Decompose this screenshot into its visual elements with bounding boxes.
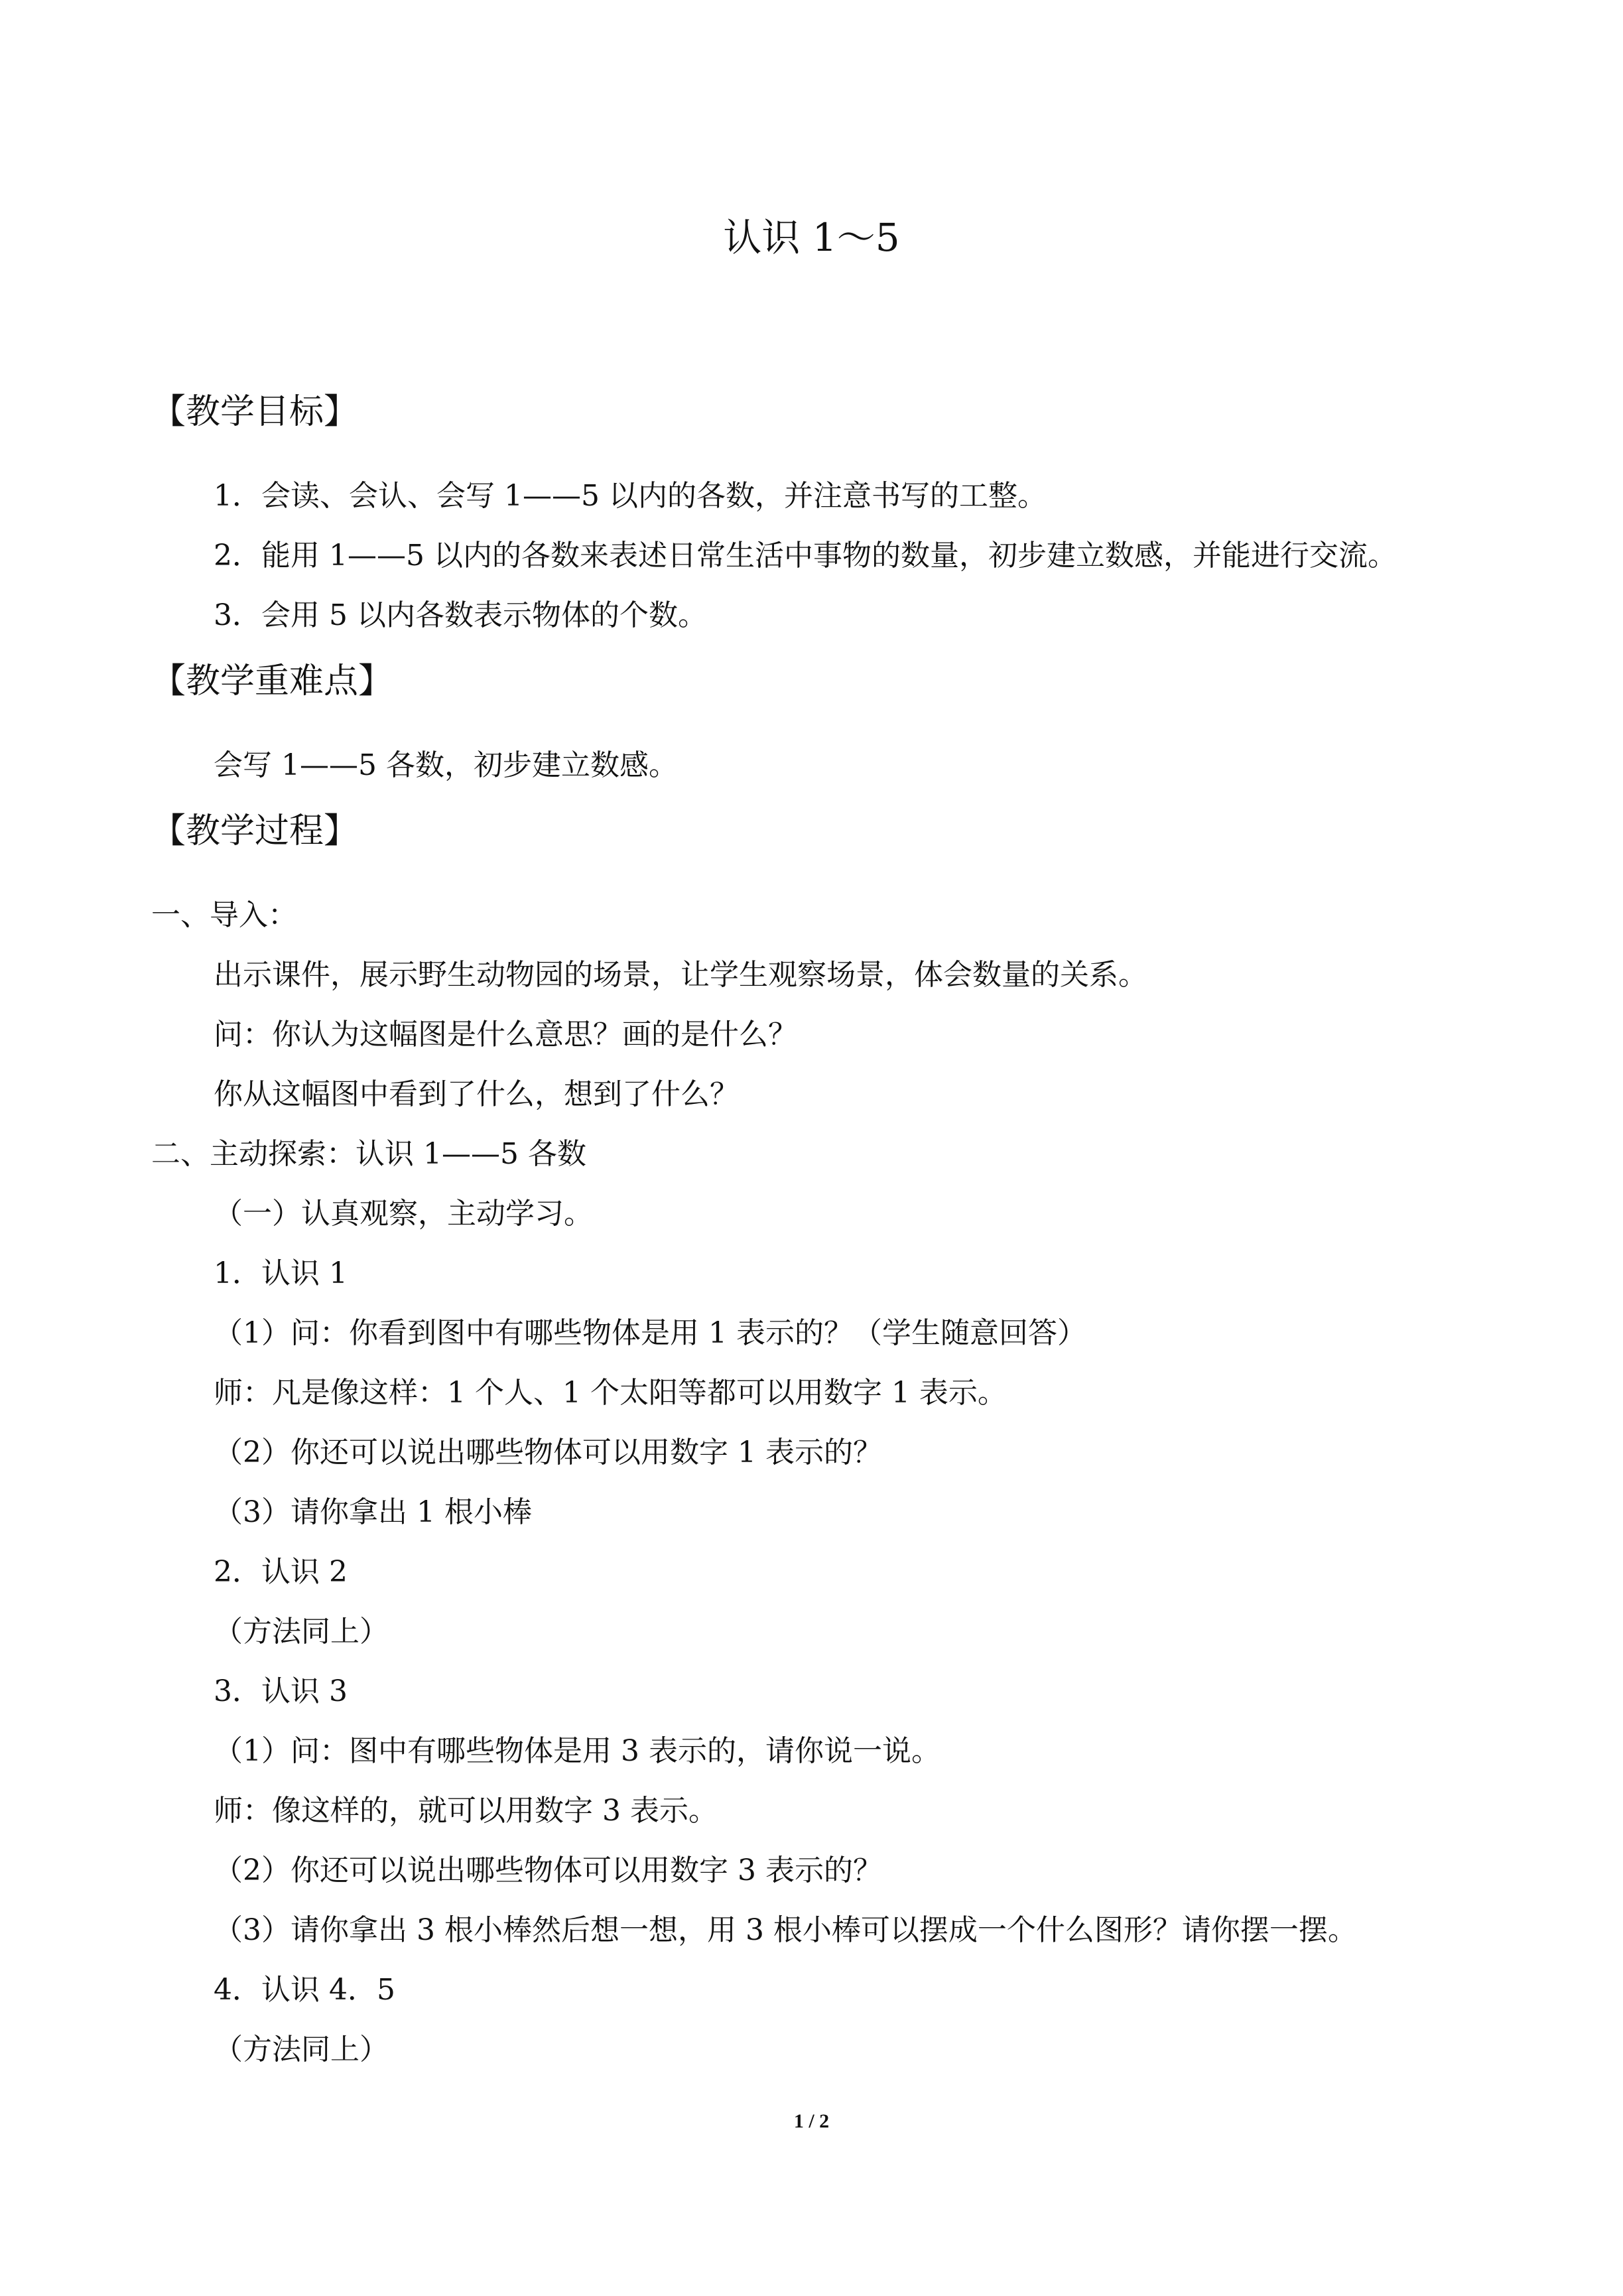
process-line-9: 师：凡是像这样：1 个人、1 个太阳等都可以用数字 1 表示。	[214, 1376, 1007, 1410]
process-line-18: （3）请你拿出 3 根小棒然后想一想，用 3 根小棒可以摆成一个什么图形？请你摆一摆。	[214, 1913, 1357, 1947]
process-line-19: 4．认识 4．5	[214, 1973, 395, 2007]
heading-teaching-process: 【教学过程】	[151, 811, 359, 851]
process-line-10: （2）你还可以说出哪些物体可以用数字 1 表示的？	[214, 1436, 882, 1469]
process-line-16: 师：像这样的，就可以用数字 3 表示。	[214, 1794, 718, 1828]
process-line-14: 3．认识 3	[214, 1674, 348, 1708]
process-line-5: 二、主动探索：认识 1——5 各数	[151, 1137, 586, 1171]
process-line-13: （方法同上）	[214, 1615, 389, 1649]
page-number: 1 / 2	[793, 2110, 830, 2132]
process-line-11: （3）请你拿出 1 根小棒	[214, 1495, 532, 1529]
goal-item-1: 1．会读、会认、会写 1——5 以内的各数，并注意书写的工整。	[214, 479, 1047, 513]
process-line-17: （2）你还可以说出哪些物体可以用数字 3 表示的？	[214, 1854, 882, 1887]
goal-item-3: 3．会用 5 以内各数表示物体的个数。	[214, 598, 707, 632]
process-line-12: 2．认识 2	[214, 1555, 348, 1589]
document-title: 认识 1～5	[723, 215, 900, 260]
heading-teaching-goals: 【教学目标】	[151, 392, 359, 432]
process-line-20: （方法同上）	[214, 2033, 389, 2066]
goal-item-2: 2．能用 1——5 以内的各数来表述日常生活中事物的数量，初步建立数感，并能进行交流。	[214, 539, 1397, 573]
process-line-8: （1）问：你看到图中有哪些物体是用 1 表示的？（学生随意回答）	[214, 1316, 1086, 1350]
process-line-7: 1．认识 1	[214, 1256, 348, 1290]
process-line-3: 问：你认为这幅图是什么意思？画的是什么？	[214, 1018, 797, 1051]
process-line-15: （1）问：图中有哪些物体是用 3 表示的，请你说一说。	[214, 1734, 941, 1768]
key-points-text: 会写 1——5 各数，初步建立数感。	[214, 748, 678, 782]
heading-key-points: 【教学重难点】	[151, 661, 393, 701]
process-line-2: 出示课件，展示野生动物园的场景，让学生观察场景，体会数量的关系。	[214, 958, 1147, 992]
process-line-6: （一）认真观察，主动学习。	[214, 1197, 593, 1231]
process-line-4: 你从这幅图中看到了什么，想到了什么？	[214, 1077, 739, 1111]
process-line-1: 一、导入：	[151, 898, 297, 932]
